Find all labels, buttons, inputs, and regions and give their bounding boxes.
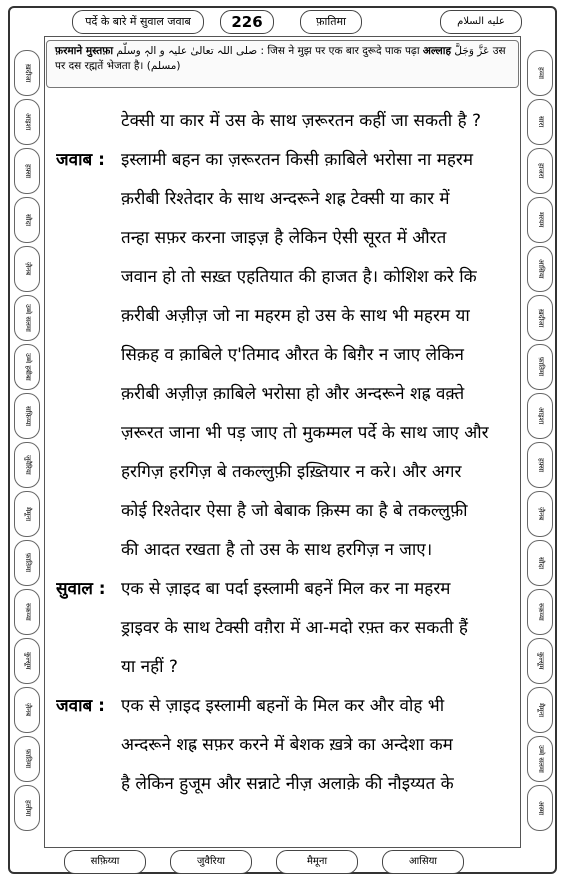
line-text: क़रीबी अज़ीज़ क़ाबिले भरोसा हो और अन्दरूने शह्र वक़्ते bbox=[121, 384, 465, 404]
page-number: 226 bbox=[220, 10, 274, 34]
side-ornament-right: ख़दीजा bbox=[527, 295, 553, 341]
footer-tag-1: सफ़िय्या bbox=[64, 850, 146, 874]
line-text: तन्हा सफ़र करना जाइज़ है लेकिन ऐसी सूरत में औरत bbox=[121, 228, 447, 248]
notice-text-2: उस पर दस रह्मतें भेजता है। bbox=[55, 45, 506, 72]
side-ornament-right: हाजरा bbox=[527, 148, 553, 194]
header-salutation: عليه السلام bbox=[440, 10, 522, 34]
side-ornament-left: सौदा bbox=[14, 197, 40, 243]
line-text: कोई रिश्तेदार ऐसा है जो बेबाक क़िस्म का है बे तकल्लुफ़ी bbox=[121, 501, 468, 521]
side-ornament-left: उम्मे हबीबा bbox=[14, 344, 40, 390]
line-text: हरगिज़ हरगिज़ बे तकल्लुफ़ी इख़्तियार न करे। और अगर bbox=[121, 462, 462, 482]
side-ornament-left: हलीमा bbox=[14, 785, 40, 831]
side-ornament-right: सौदा bbox=[527, 540, 553, 586]
notice-text-1: : जिस ने मुझ पर एक बार दुरूदे पाक पढ़ा bbox=[260, 45, 420, 57]
notice-source: (مسلم) bbox=[146, 60, 181, 72]
text-line bbox=[56, 570, 518, 609]
text-line bbox=[56, 336, 518, 375]
text-line bbox=[56, 414, 518, 453]
side-ornament-left: आइशा bbox=[14, 99, 40, 145]
text-line bbox=[56, 687, 518, 726]
side-ornament-right: ज़ैनब bbox=[527, 491, 553, 537]
side-ornament-right: अस्मा bbox=[527, 785, 553, 831]
side-ornament-right: रुक़य्या bbox=[527, 589, 553, 635]
side-ornament-right: उम्मे सलमा bbox=[527, 736, 553, 782]
side-ornament-left: फ़ातिमा bbox=[14, 540, 40, 586]
text-line bbox=[56, 219, 518, 258]
side-ornament-left: सफ़िय्या bbox=[14, 393, 40, 439]
side-ornament-right: हव्वा bbox=[527, 50, 553, 96]
book-title: पर्दे के बारे में सुवाल जवाब bbox=[72, 10, 204, 34]
side-ornament-left: फ़ातिमा bbox=[14, 736, 40, 782]
side-ornament-left: ख़दीजा bbox=[14, 50, 40, 96]
line-text: है लेकिन हुजूम और सन्नाटे नीज़ अलाक़े की नौइय्यत के bbox=[121, 774, 454, 794]
side-ornament-right: मैमूना bbox=[527, 687, 553, 733]
notice-honorific: صلی اللہ تعالیٰ علیہ و الہٖ وسلّم bbox=[116, 45, 258, 57]
side-ornament-left: ज़ैनब bbox=[14, 687, 40, 733]
side-ornament-right: आसिया bbox=[527, 246, 553, 292]
line-text: टेक्सी या कार में उस के साथ ज़रूरतन कहीं जा सकती है ? bbox=[121, 111, 482, 131]
line-text: ज़रूरत जाना भी पड़ जाए तो मुकम्मल पर्दे के साथ जाए और bbox=[121, 423, 489, 443]
text-line bbox=[56, 141, 518, 180]
header-right-tag: फ़ातिमा bbox=[300, 10, 362, 34]
text-line bbox=[56, 765, 518, 804]
side-ornament-left: उम्मे सलमा bbox=[14, 295, 40, 341]
text-line bbox=[56, 453, 518, 492]
side-ornament-left: हफ़्सा bbox=[14, 148, 40, 194]
body-text bbox=[56, 102, 518, 804]
text-line bbox=[56, 609, 518, 648]
line-text: अन्दरूने शह्र सफ़र करने में बेशक ख़त्रे का अन्देशा कम bbox=[121, 735, 453, 755]
line-text: एक से ज़ाइद इस्लामी बहनों के मिल कर और वोह भी bbox=[121, 696, 445, 716]
line-text: जवान हो तो सख़्त एहतियात की हाजत है। कोशिश करे कि bbox=[121, 267, 477, 287]
text-line bbox=[56, 648, 518, 687]
footer-tag-4: आसिया bbox=[382, 850, 464, 874]
text-line bbox=[56, 258, 518, 297]
line-text: इस्लामी बहन का ज़रूरतन किसी क़ाबिले भरोसा ना महरम bbox=[121, 150, 474, 170]
hadith-notice bbox=[46, 40, 519, 88]
line-text: क़रीबी अज़ीज़ जो ना महरम हो उस के साथ भी महरम या bbox=[121, 306, 470, 326]
line-text: या नहीं ? bbox=[121, 657, 178, 677]
line-text: की आदत रखता है तो उस के साथ हरगिज़ न जाए। bbox=[121, 540, 433, 560]
side-ornament-left: मैमूना bbox=[14, 491, 40, 537]
line-text: एक से ज़ाइद बा पर्दा इस्लामी बहनें मिल कर ना महरम bbox=[121, 579, 451, 599]
side-ornament-right: कुल्सूम bbox=[527, 638, 553, 684]
line-text: ड्राइवर के साथ टेक्सी वग़ैरा में आ-मदो रफ़्त कर सकती हैं bbox=[121, 618, 468, 638]
text-line bbox=[56, 492, 518, 531]
notice-azza: عَزَّ وَجَلَّ bbox=[454, 45, 490, 57]
side-ornament-left: रुक़य्या bbox=[14, 589, 40, 635]
side-ornament-left: जुवैरिया bbox=[14, 442, 40, 488]
line-text: सिक़ह व क़ाबिले ए'तिमाद औरत के बिग़ैर न जाए लेकिन bbox=[121, 345, 464, 365]
notice-label: फ़रमाने मुस्तफ़ा bbox=[55, 45, 114, 57]
text-line bbox=[56, 102, 518, 141]
text-line bbox=[56, 726, 518, 765]
side-ornament-right: आइशा bbox=[527, 393, 553, 439]
footer-tag-3: मैमूना bbox=[276, 850, 358, 874]
qa-label: जवाब : bbox=[56, 150, 105, 170]
text-line bbox=[56, 297, 518, 336]
side-ornament-right: फ़ातिमा bbox=[527, 344, 553, 390]
qa-label: जवाब : bbox=[56, 696, 105, 716]
footer-tag-2: जुवैरिया bbox=[170, 850, 252, 874]
side-ornament-right: मरयम bbox=[527, 197, 553, 243]
qa-label: सुवाल : bbox=[56, 579, 106, 599]
side-ornament-left: ज़ैनब bbox=[14, 246, 40, 292]
line-text: क़रीबी रिश्तेदार के साथ अन्दरूने शह्र टेक्सी या कार में bbox=[121, 189, 450, 209]
text-line bbox=[56, 531, 518, 570]
notice-allah: अल्लाह bbox=[422, 45, 452, 57]
text-line bbox=[56, 180, 518, 219]
side-ornament-left: कुल्सूम bbox=[14, 638, 40, 684]
text-line bbox=[56, 375, 518, 414]
side-ornament-right: सारा bbox=[527, 99, 553, 145]
side-ornament-right: हफ़्सा bbox=[527, 442, 553, 488]
